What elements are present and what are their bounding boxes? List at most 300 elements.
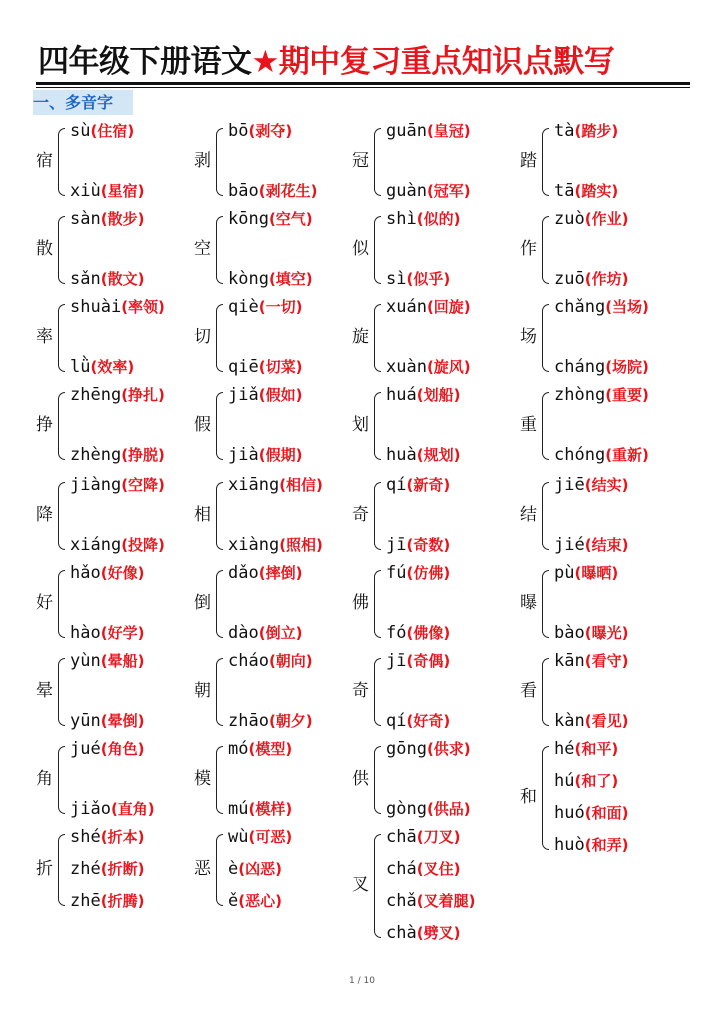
example-word: (劈叉) (416, 924, 461, 942)
brace-bracket (374, 128, 381, 196)
example-word: (似乎) (406, 270, 451, 288)
example-word: (好学) (100, 624, 145, 642)
pinyin: bō (228, 121, 249, 141)
brace-bracket (216, 482, 223, 550)
pinyin: mó (228, 739, 249, 759)
pinyin: hú (554, 771, 575, 791)
pinyin: jià (228, 445, 259, 465)
reading-entry (228, 268, 313, 290)
reading-entry (386, 208, 460, 230)
pinyin: huó (554, 803, 585, 823)
reading-entry (228, 208, 313, 230)
example-word: (挣脱) (121, 446, 165, 464)
pinyin: lǜ (70, 357, 91, 377)
brace-bracket (58, 658, 65, 726)
polyphone-char: 旋 (352, 327, 369, 347)
pinyin: wù (228, 827, 249, 847)
polyphone-char: 曝 (520, 593, 537, 613)
example-word: (剥花生) (258, 182, 318, 200)
pinyin: qiè (228, 297, 259, 317)
pinyin: sǎn (70, 269, 101, 289)
reading-entry (228, 622, 302, 644)
pinyin: kòng (228, 269, 269, 289)
brace-bracket (216, 658, 223, 726)
example-word: (供求) (426, 740, 471, 758)
brace-bracket (58, 128, 65, 196)
brace-bracket (374, 304, 381, 372)
polyphone-char: 角 (36, 769, 53, 789)
reading-entry (228, 474, 323, 496)
polyphone-char: 挣 (36, 415, 53, 435)
example-word: (看守) (584, 652, 629, 670)
example-word: (旋风) (426, 358, 471, 376)
pinyin: shì (386, 209, 417, 229)
brace-bracket (374, 570, 381, 638)
reading-entry (228, 534, 323, 556)
brace-bracket (216, 392, 223, 460)
reading-entry (554, 834, 628, 856)
example-word: (一切) (258, 298, 303, 316)
reading-entry (554, 802, 628, 824)
polyphone-char: 作 (520, 239, 537, 259)
brace-bracket (58, 216, 65, 284)
example-word: (星宿) (100, 182, 145, 200)
example-word: (空降) (121, 476, 165, 494)
example-word: (角色) (100, 740, 145, 758)
polyphone-char: 供 (352, 769, 369, 789)
example-word: (场院) (605, 358, 649, 376)
reading-entry (386, 474, 450, 496)
pinyin: bāo (228, 181, 259, 201)
polyphone-char: 场 (520, 327, 537, 347)
pinyin: sù (70, 121, 91, 141)
reading-entry (386, 268, 450, 290)
pinyin: shé (70, 827, 101, 847)
pinyin: xiàng (228, 535, 280, 555)
brace-bracket (58, 392, 65, 460)
title-star: ★ (251, 44, 279, 80)
brace-bracket (216, 304, 223, 372)
pinyin: jié (554, 535, 585, 555)
example-word: (踏步) (574, 122, 619, 140)
polyphone-char: 假 (194, 415, 211, 435)
reading-entry (70, 384, 165, 406)
pinyin: kān (554, 651, 585, 671)
pinyin: chǎ (386, 891, 417, 911)
polyphone-char: 模 (194, 769, 211, 789)
reading-entry (70, 120, 134, 142)
example-word: (凶恶) (238, 860, 282, 878)
example-word: (奇偶) (406, 652, 451, 670)
example-word: (直角) (110, 800, 155, 818)
pinyin: tà (554, 121, 575, 141)
example-word: (重要) (605, 386, 649, 404)
example-word: (似的) (416, 210, 461, 228)
pinyin: fó (386, 623, 407, 643)
pinyin: zhèng (70, 445, 122, 465)
title-sub: 期中复习重点知识点默写 (278, 44, 615, 80)
reading-entry (554, 534, 628, 556)
example-word: (散步) (100, 210, 145, 228)
reading-entry (228, 710, 313, 732)
pinyin: jiē (554, 475, 585, 495)
example-word: (和平) (574, 740, 619, 758)
reading-entry (554, 562, 618, 584)
brace-bracket (58, 570, 65, 638)
pinyin: jiàng (70, 475, 122, 495)
brace-bracket (374, 746, 381, 814)
brace-bracket (542, 482, 549, 550)
polyphone-char: 似 (352, 239, 369, 259)
example-word: (和了) (574, 772, 619, 790)
reading-entry (386, 738, 471, 760)
example-word: (可恶) (248, 828, 293, 846)
brace-bracket (58, 834, 65, 906)
section-heading: 一、多音字 (33, 90, 133, 115)
reading-entry (70, 622, 144, 644)
reading-entry (228, 562, 302, 584)
polyphone-char: 散 (36, 239, 53, 259)
brace-bracket (216, 216, 223, 284)
reading-entry (386, 120, 471, 142)
example-word: (假期) (258, 446, 303, 464)
pinyin: jī (386, 651, 407, 671)
reading-entry (228, 890, 282, 912)
polyphone-char: 结 (520, 505, 537, 525)
example-word: (晕船) (100, 652, 145, 670)
example-word: (折腾) (100, 892, 145, 910)
pinyin: gōng (386, 739, 427, 759)
polyphone-char: 相 (194, 505, 211, 525)
reading-entry (70, 826, 144, 848)
polyphone-char: 折 (36, 859, 53, 879)
example-word: (摔倒) (258, 564, 303, 582)
pinyin: zuō (554, 269, 585, 289)
brace-bracket (542, 216, 549, 284)
example-word: (作坊) (584, 270, 629, 288)
polyphone-char: 踏 (520, 151, 537, 171)
polyphone-char: 恶 (194, 859, 211, 879)
brace-bracket (542, 128, 549, 196)
example-word: (作业) (584, 210, 629, 228)
brace-bracket (542, 658, 549, 726)
brace-bracket (216, 834, 223, 906)
reading-entry (70, 296, 165, 318)
reading-entry (554, 770, 618, 792)
reading-entry (386, 826, 460, 848)
reading-entry (70, 180, 144, 202)
example-word: (曝晒) (574, 564, 619, 582)
example-word: (叉住) (416, 860, 461, 878)
pinyin: guān (386, 121, 427, 141)
pinyin: chā (386, 827, 417, 847)
reading-entry (228, 180, 317, 202)
pinyin: zhēng (70, 385, 122, 405)
reading-entry (386, 710, 450, 732)
reading-entry (228, 356, 302, 378)
reading-entry (228, 444, 302, 466)
reading-entry (386, 384, 460, 406)
reading-entry (70, 890, 144, 912)
example-word: (重新) (605, 446, 649, 464)
example-word: (散文) (100, 270, 145, 288)
reading-entry (70, 444, 165, 466)
polyphone-char: 划 (352, 415, 369, 435)
example-word: (模型) (248, 740, 293, 758)
polyphone-char: 宿 (36, 151, 53, 171)
example-word: (朝夕) (268, 712, 313, 730)
example-word: (填空) (268, 270, 313, 288)
brace-bracket (58, 304, 65, 372)
pinyin: kōng (228, 209, 269, 229)
example-word: (效率) (90, 358, 135, 376)
pinyin: hé (554, 739, 575, 759)
pinyin: qí (386, 711, 407, 731)
brace-bracket (58, 482, 65, 550)
reading-entry (554, 208, 628, 230)
example-word: (曝光) (584, 624, 629, 642)
reading-entry (228, 120, 292, 142)
pinyin: chá (386, 859, 417, 879)
example-word: (当场) (605, 298, 649, 316)
example-word: (划船) (416, 386, 461, 404)
reading-entry (386, 562, 450, 584)
reading-entry (386, 444, 460, 466)
polyphone-char: 朝 (194, 681, 211, 701)
polyphone-char: 叉 (352, 875, 369, 895)
pinyin: jiǎ (228, 385, 259, 405)
example-word: (皇冠) (426, 122, 471, 140)
reading-entry (554, 710, 628, 732)
pinyin: zuò (554, 209, 585, 229)
polyphone-char: 率 (36, 327, 53, 347)
polyphone-char: 切 (194, 327, 211, 347)
brace-bracket (542, 746, 549, 850)
polyphone-char: 剥 (194, 151, 211, 171)
reading-entry (386, 622, 450, 644)
reading-entry (70, 534, 165, 556)
example-word: (空气) (268, 210, 313, 228)
example-word: (率领) (121, 298, 165, 316)
pinyin: cháng (554, 357, 606, 377)
reading-entry (386, 356, 471, 378)
reading-entry (554, 444, 649, 466)
pinyin: chà (386, 923, 417, 943)
reading-entry (228, 858, 282, 880)
pinyin: guàn (386, 181, 427, 201)
pinyin: è (228, 859, 239, 879)
reading-entry (70, 798, 155, 820)
reading-entry (228, 296, 302, 318)
brace-bracket (542, 570, 549, 638)
reading-entry (554, 738, 618, 760)
polyphone-char: 和 (520, 787, 537, 807)
example-word: (佛像) (406, 624, 451, 642)
example-word: (恶心) (238, 892, 282, 910)
reading-entry (70, 356, 134, 378)
pinyin: chǎng (554, 297, 606, 317)
example-word: (照相) (279, 536, 323, 554)
reading-entry (70, 474, 165, 496)
example-word: (切菜) (258, 358, 303, 376)
pinyin: huò (554, 835, 585, 855)
example-word: (奇数) (406, 536, 451, 554)
example-word: (回旋) (426, 298, 471, 316)
reading-entry (70, 562, 144, 584)
pinyin: zhòng (554, 385, 606, 405)
polyphone-char: 佛 (352, 593, 369, 613)
polyphone-char: 奇 (352, 505, 369, 525)
reading-entry (554, 622, 628, 644)
polyphone-char: 好 (36, 593, 53, 613)
reading-entry (554, 180, 618, 202)
brace-bracket (374, 834, 381, 938)
reading-entry (228, 738, 292, 760)
pinyin: sì (386, 269, 407, 289)
example-word: (挣扎) (121, 386, 165, 404)
brace-bracket (216, 746, 223, 814)
example-word: (折本) (100, 828, 145, 846)
reading-entry (228, 384, 302, 406)
reading-entry (554, 356, 649, 378)
pinyin: hǎo (70, 563, 101, 583)
example-word: (结束) (584, 536, 629, 554)
pinyin: mú (228, 799, 249, 819)
brace-bracket (374, 482, 381, 550)
reading-entry (70, 268, 144, 290)
example-word: (结实) (584, 476, 629, 494)
reading-entry (386, 798, 471, 820)
polyphone-char: 奇 (352, 681, 369, 701)
pinyin: jué (70, 739, 101, 759)
brace-bracket (374, 392, 381, 460)
polyphone-char: 空 (194, 239, 211, 259)
pinyin: xuán (386, 297, 427, 317)
pinyin: hào (70, 623, 101, 643)
example-word: (叉着腿) (416, 892, 476, 910)
example-word: (和面) (584, 804, 629, 822)
pinyin: sàn (70, 209, 101, 229)
polyphone-char: 降 (36, 505, 53, 525)
example-word: (和弄) (584, 836, 629, 854)
pinyin: huá (386, 385, 417, 405)
reading-entry (70, 858, 144, 880)
page-number: 1 / 10 (349, 976, 375, 986)
example-word: (好奇) (406, 712, 451, 730)
example-word: (仿佛) (406, 564, 451, 582)
example-word: (晕倒) (100, 712, 145, 730)
pinyin: yùn (70, 651, 101, 671)
reading-entry (70, 650, 144, 672)
pinyin: gòng (386, 799, 427, 819)
pinyin: dào (228, 623, 259, 643)
pinyin: pù (554, 563, 575, 583)
title-main: 四年级下册语文 (38, 44, 252, 80)
example-word: (剥夺) (248, 122, 293, 140)
pinyin: xuàn (386, 357, 427, 377)
example-word: (新奇) (406, 476, 451, 494)
brace-bracket (542, 304, 549, 372)
pinyin: zhē (70, 891, 101, 911)
example-word: (朝向) (268, 652, 313, 670)
pinyin: fú (386, 563, 407, 583)
reading-entry (228, 826, 292, 848)
reading-entry (70, 738, 144, 760)
reading-entry (386, 650, 450, 672)
pinyin: zhāo (228, 711, 269, 731)
example-word: (倒立) (258, 624, 303, 642)
brace-bracket (542, 392, 549, 460)
brace-bracket (216, 570, 223, 638)
example-word: (折断) (100, 860, 145, 878)
reading-entry (386, 890, 475, 912)
reading-entry (228, 798, 292, 820)
polyphone-char: 重 (520, 415, 537, 435)
reading-entry (386, 296, 471, 318)
example-word: (规划) (416, 446, 461, 464)
example-word: (看见) (584, 712, 629, 730)
pinyin: ě (228, 891, 239, 911)
example-word: (模样) (248, 800, 293, 818)
example-word: (刀叉) (416, 828, 461, 846)
pinyin: bào (554, 623, 585, 643)
pinyin: yūn (70, 711, 101, 731)
reading-entry (228, 650, 313, 672)
pinyin: dǎo (228, 563, 259, 583)
example-word: (投降) (121, 536, 165, 554)
example-word: (冠军) (426, 182, 471, 200)
brace-bracket (374, 216, 381, 284)
reading-entry (386, 180, 471, 202)
reading-entry (70, 710, 144, 732)
pinyin: jī (386, 535, 407, 555)
example-word: (相信) (279, 476, 323, 494)
example-word: (假如) (258, 386, 303, 404)
reading-entry (554, 384, 649, 406)
example-word: (踏实) (574, 182, 619, 200)
example-word: (供品) (426, 800, 471, 818)
pinyin: qí (386, 475, 407, 495)
pinyin: chóng (554, 445, 606, 465)
pinyin: kàn (554, 711, 585, 731)
pinyin: cháo (228, 651, 269, 671)
polyphone-char: 倒 (194, 593, 211, 613)
brace-bracket (374, 658, 381, 726)
brace-bracket (216, 128, 223, 196)
pinyin: xiāng (228, 475, 280, 495)
pinyin: shuài (70, 297, 122, 317)
reading-entry (386, 534, 450, 556)
pinyin: jiǎo (70, 799, 111, 819)
reading-entry (386, 922, 460, 944)
reading-entry (554, 474, 628, 496)
pinyin: tā (554, 181, 575, 201)
brace-bracket (58, 746, 65, 814)
reading-entry (70, 208, 144, 230)
polyphone-char: 冠 (352, 151, 369, 171)
reading-entry (554, 296, 649, 318)
pinyin: xiáng (70, 535, 122, 555)
example-word: (住宿) (90, 122, 135, 140)
pinyin: zhé (70, 859, 101, 879)
reading-entry (386, 858, 460, 880)
pinyin: qiē (228, 357, 259, 377)
example-word: (好像) (100, 564, 145, 582)
pinyin: huà (386, 445, 417, 465)
reading-entry (554, 650, 628, 672)
reading-entry (554, 268, 628, 290)
pinyin: xiù (70, 181, 101, 201)
